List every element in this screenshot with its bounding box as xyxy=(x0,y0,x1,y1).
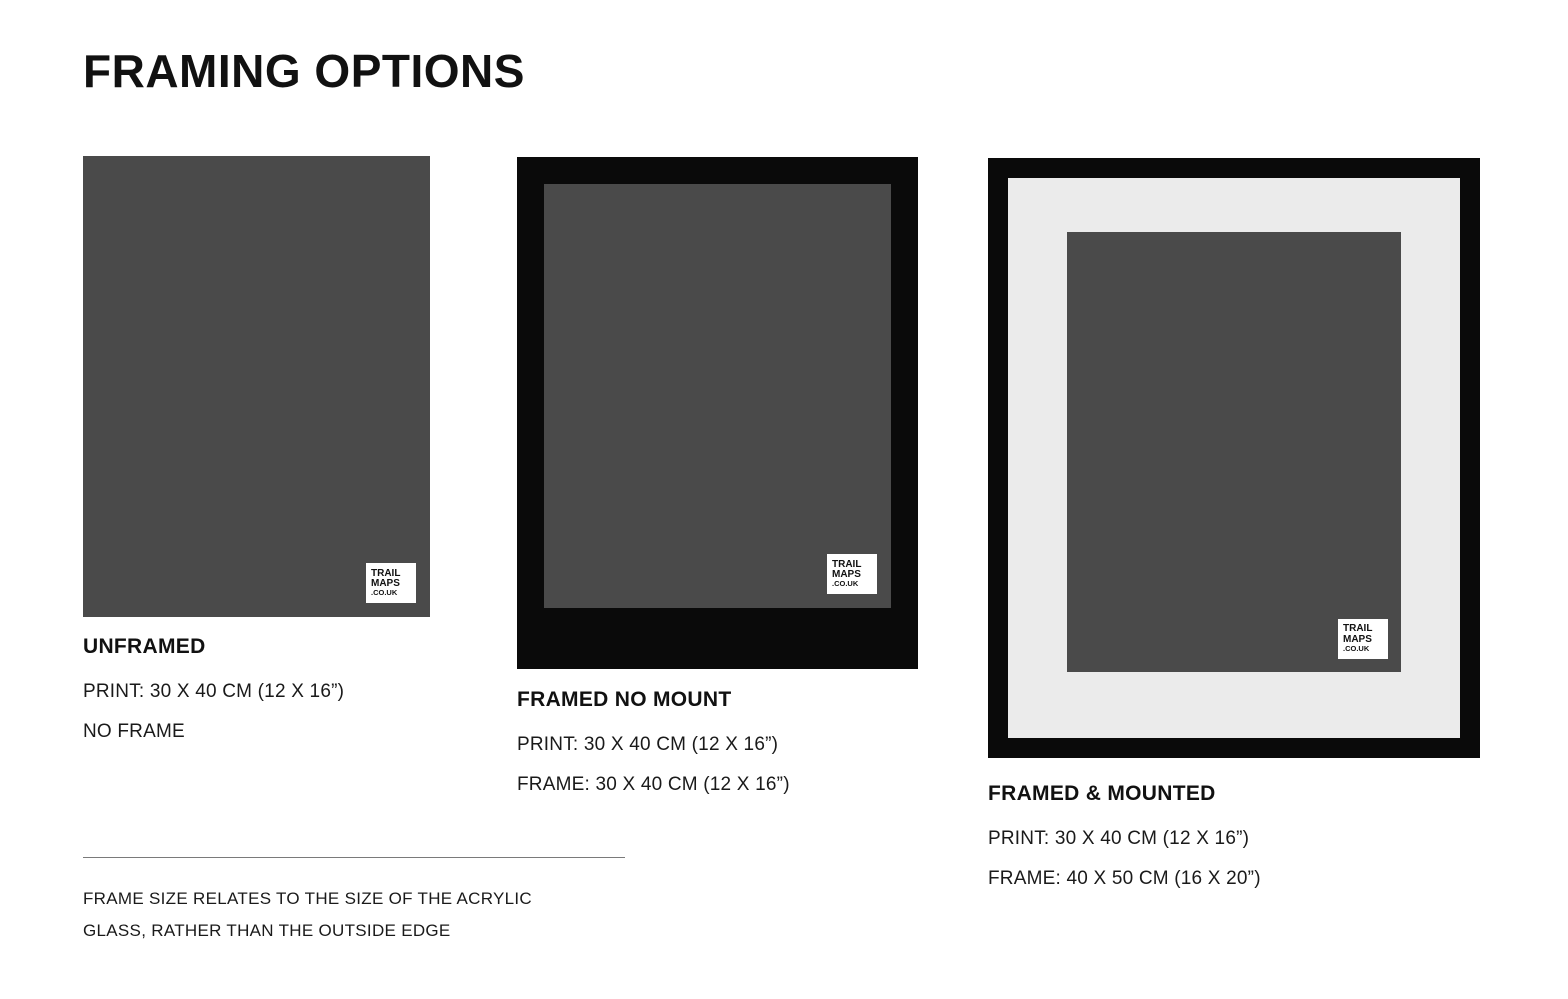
footnote-divider xyxy=(83,857,625,858)
frame-no-mount xyxy=(517,157,918,669)
logo-line-3: .CO.UK xyxy=(371,588,398,598)
logo-line-3: .CO.UK xyxy=(832,579,859,589)
option-detail-print-framed-no-mount: PRINT: 30 X 40 CM (12 X 16”) xyxy=(517,734,779,755)
option-detail-print-unframed: PRINT: 30 X 40 CM (12 X 16”) xyxy=(83,681,345,702)
option-unframed xyxy=(83,156,430,743)
option-heading-framed-no-mount: FRAMED NO MOUNT xyxy=(517,688,732,711)
logo-line-2: MAPS xyxy=(371,578,400,590)
option-detail-frame-unframed: NO FRAME xyxy=(83,721,185,742)
print-framed-no-mount xyxy=(544,184,891,608)
logo-line-2: MAPS xyxy=(1343,633,1372,645)
option-detail-frame-framed-mounted: FRAME: 40 X 50 CM (16 X 20”) xyxy=(988,868,1261,889)
page-title: FRAMING OPTIONS xyxy=(83,45,525,97)
print-framed-mounted xyxy=(1067,232,1401,672)
mount-board xyxy=(1008,178,1460,738)
logo-line-3: .CO.UK xyxy=(1343,643,1370,653)
footnote-line-1: FRAME SIZE RELATES TO THE SIZE OF THE ACRYLIC xyxy=(83,889,532,908)
trailmaps-logo xyxy=(1338,619,1388,659)
option-framed-no-mount xyxy=(517,157,918,796)
logo-line-1: TRAIL xyxy=(371,567,401,579)
frame-mounted xyxy=(988,158,1480,758)
logo-line-1: TRAIL xyxy=(1343,623,1373,635)
option-detail-frame-framed-no-mount: FRAME: 30 X 40 CM (12 X 16”) xyxy=(517,774,790,795)
option-detail-print-framed-mounted: PRINT: 30 X 40 CM (12 X 16”) xyxy=(988,828,1250,849)
trailmaps-logo xyxy=(827,554,877,594)
logo-line-1: TRAIL xyxy=(832,558,862,570)
option-heading-unframed: UNFRAMED xyxy=(83,635,206,658)
option-framed-mounted xyxy=(988,158,1480,890)
footnote-line-2: GLASS, RATHER THAN THE OUTSIDE EDGE xyxy=(83,921,451,940)
option-heading-framed-mounted: FRAMED & MOUNTED xyxy=(988,782,1216,805)
print-unframed xyxy=(83,156,430,617)
trailmaps-logo xyxy=(366,563,416,603)
logo-line-2: MAPS xyxy=(832,569,861,581)
